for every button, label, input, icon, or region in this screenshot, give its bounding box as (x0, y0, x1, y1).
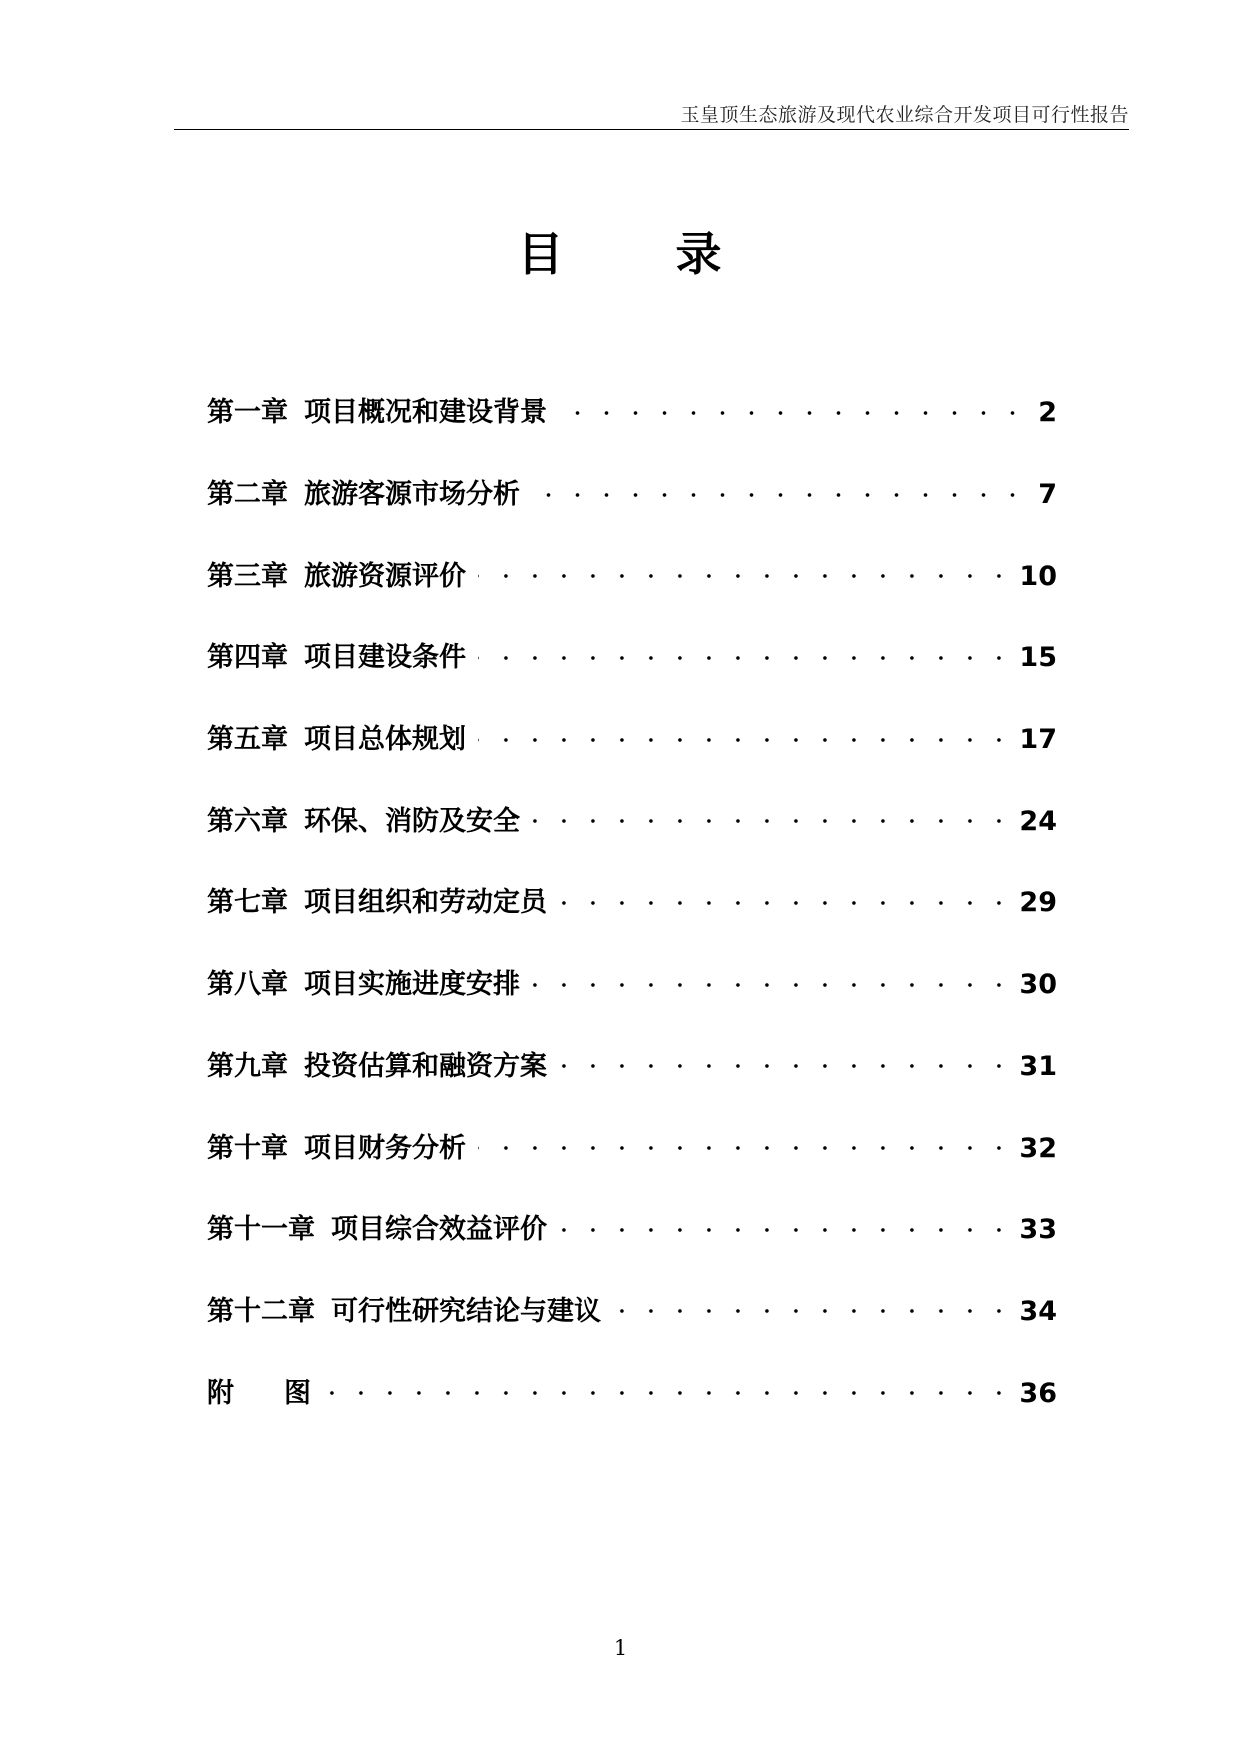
toc-dot-leader (559, 1064, 1013, 1068)
toc-entry-title: 项目建设条件 (304, 642, 466, 674)
toc-entry[interactable] (207, 780, 1057, 862)
toc-entry-title: 环保、消防及安全 (304, 805, 520, 837)
toc-page-number: 24 (1019, 805, 1057, 837)
toc-entry[interactable] (207, 1189, 1057, 1271)
toc-dot-leader (323, 1391, 1013, 1395)
toc-chapter-label: 第十二章 (207, 1295, 315, 1327)
toc-entry[interactable] (207, 454, 1057, 536)
toc-list (207, 372, 1057, 1434)
toc-entry[interactable] (207, 1271, 1057, 1353)
toc-entry-title: 项目实施进度安排 (304, 969, 520, 1001)
toc-entry-title: 旅游客源市场分析 (304, 479, 520, 511)
toc-appendix-label (207, 1377, 311, 1409)
toc-dot-leader (532, 493, 1027, 497)
toc-entry-title: 旅游资源评价 (304, 560, 466, 592)
toc-chapter-label: 第六章 (207, 805, 288, 837)
toc-entry-title: 可行性研究结论与建议 (331, 1295, 601, 1327)
toc-entry[interactable] (207, 699, 1057, 781)
toc-entry-title: 项目综合效益评价 (331, 1214, 547, 1246)
toc-dot-leader (478, 656, 1013, 660)
toc-page-number: 7 (1038, 479, 1057, 511)
toc-appendix-char-2: 图 (284, 1377, 311, 1409)
toc-dot-leader (532, 983, 1013, 987)
toc-page-number: 32 (1019, 1132, 1057, 1164)
toc-title-char-1: 目 (517, 227, 566, 281)
toc-page-number: 10 (1019, 560, 1057, 592)
toc-entry[interactable] (207, 1026, 1057, 1108)
toc-page-number: 2 (1038, 397, 1057, 429)
toc-dot-leader (478, 1146, 1013, 1150)
toc-page-number: 17 (1019, 724, 1057, 756)
toc-page-number: 34 (1019, 1295, 1057, 1327)
toc-chapter-label: 第八章 (207, 969, 288, 1001)
toc-page-number: 36 (1019, 1377, 1057, 1409)
toc-dot-leader (532, 819, 1013, 823)
toc-chapter-label: 第五章 (207, 724, 288, 756)
toc-chapter-label: 第十一章 (207, 1214, 315, 1246)
toc-entry[interactable] (207, 372, 1057, 454)
toc-entry[interactable] (207, 944, 1057, 1026)
toc-entry[interactable] (207, 617, 1057, 699)
toc-page-number: 33 (1019, 1214, 1057, 1246)
toc-title (0, 218, 1241, 284)
toc-dot-leader (559, 901, 1013, 905)
toc-chapter-label: 第四章 (207, 642, 288, 674)
header-rule (174, 129, 1129, 130)
toc-chapter-label: 第十章 (207, 1132, 288, 1164)
toc-entry-appendix[interactable] (207, 1352, 1057, 1434)
toc-title-char-2: 录 (675, 227, 724, 281)
toc-chapter-label: 第二章 (207, 479, 288, 511)
toc-chapter-label: 第七章 (207, 887, 288, 919)
toc-page-number: 29 (1019, 887, 1057, 919)
toc-entry-title: 项目组织和劳动定员 (304, 887, 547, 919)
toc-page-number: 15 (1019, 642, 1057, 674)
toc-appendix-char-1: 附 (207, 1377, 234, 1409)
toc-dot-leader (559, 1228, 1013, 1232)
toc-entry-title: 项目财务分析 (304, 1132, 466, 1164)
toc-entry[interactable] (207, 535, 1057, 617)
toc-chapter-label: 第一章 (207, 397, 288, 429)
toc-entry-title: 项目总体规划 (304, 724, 466, 756)
toc-entry-title: 投资估算和融资方案 (304, 1050, 547, 1082)
toc-dot-leader (613, 1309, 1013, 1313)
toc-entry-title: 项目概况和建设背景 (304, 397, 547, 429)
toc-entry[interactable] (207, 1107, 1057, 1189)
toc-dot-leader (559, 411, 1027, 415)
toc-page-number: 30 (1019, 969, 1057, 1001)
toc-chapter-label: 第三章 (207, 560, 288, 592)
toc-dot-leader (478, 738, 1013, 742)
toc-entry[interactable] (207, 862, 1057, 944)
running-header: 玉皇顶生态旅游及现代农业综合开发项目可行性报告 (680, 104, 1129, 126)
toc-dot-leader (478, 574, 1013, 578)
toc-chapter-label: 第九章 (207, 1050, 288, 1082)
page-number: 1 (613, 1636, 628, 1660)
toc-page-number: 31 (1019, 1050, 1057, 1082)
